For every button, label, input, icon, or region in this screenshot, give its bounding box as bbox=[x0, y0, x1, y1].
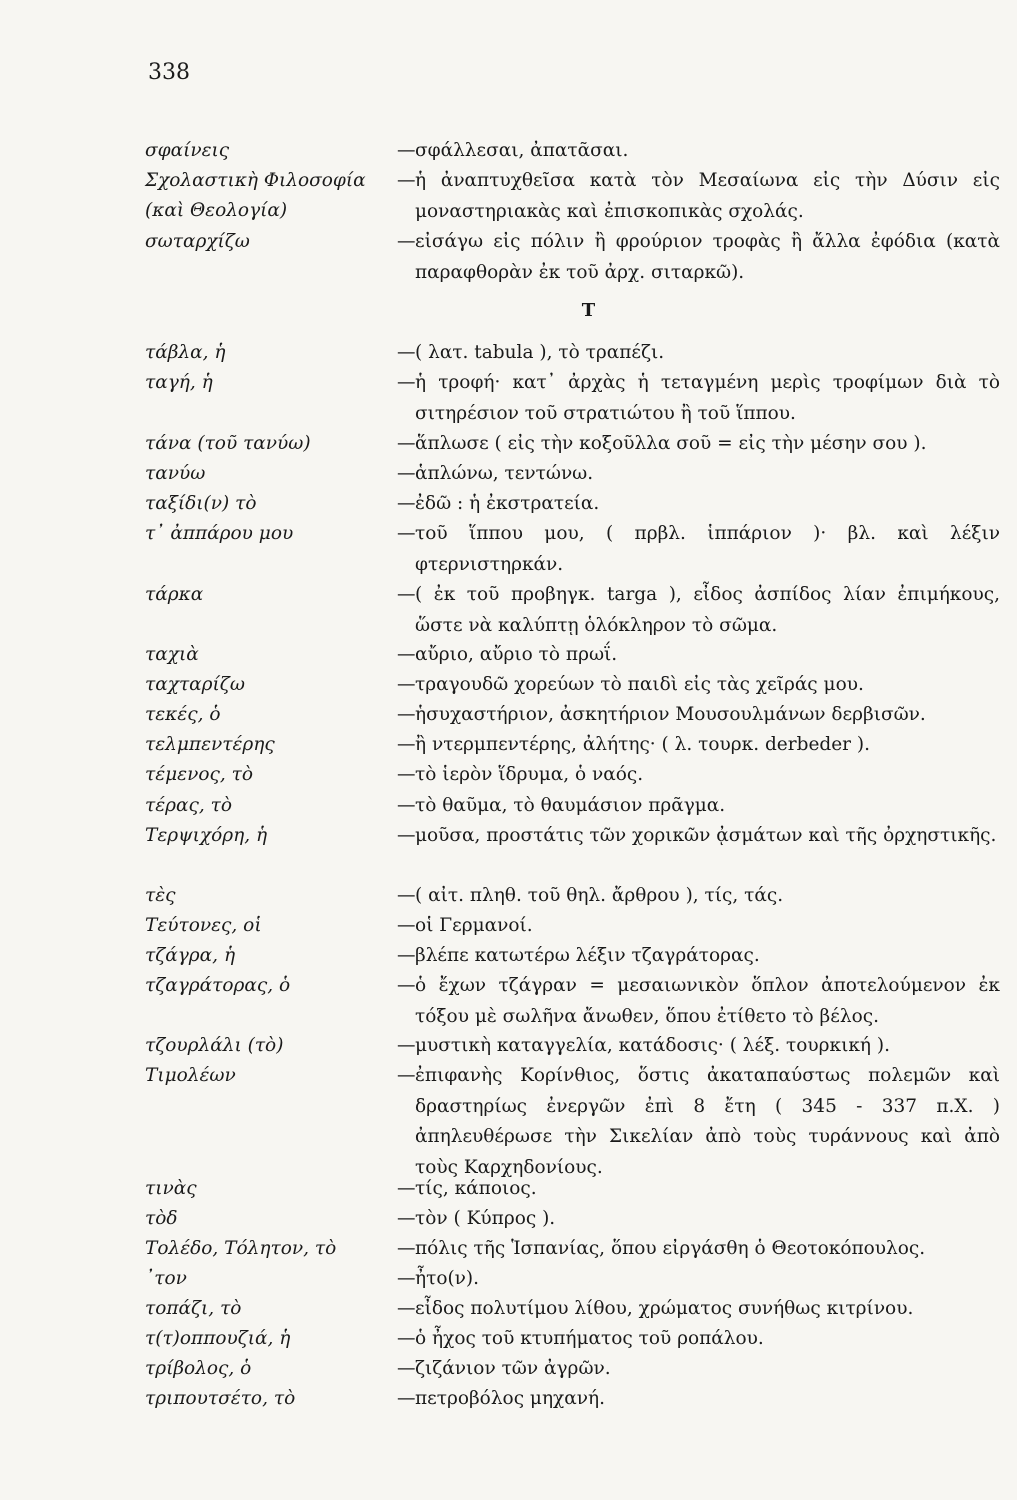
entry-dash: — bbox=[397, 372, 416, 393]
entry-definition: ἡ τροφή· κατ᾽ ἀρχὰς ἡ τεταγμένη μερὶς τροφίμων διὰ τὸ σιτηρέσιον τοῦ στρατιώτου ἢ τοῦ ἵππου. bbox=[415, 372, 1000, 424]
entry-definition: εἶδος πολυτίμου λίθου, χρώματος συνήθως κιτρίνου. bbox=[415, 1298, 914, 1319]
entry-dash: — bbox=[397, 1178, 416, 1199]
entry-dash: — bbox=[397, 885, 416, 906]
entry-term: Σχολαστικὴ Φιλοσοφία (καὶ Θεολογία) bbox=[145, 170, 366, 221]
entry-term: τάνα (τοῦ τανύω) bbox=[145, 433, 311, 454]
entry-term: τὲς bbox=[145, 885, 176, 906]
entry-dash: — bbox=[397, 463, 416, 484]
entry-term: τάβλα, ἡ bbox=[145, 342, 226, 363]
entry-term: τανύω bbox=[145, 463, 206, 484]
entry-term: Τερψιχόρη, ἡ bbox=[145, 825, 268, 846]
entry-term: Τολέδο, Τόλητον, τὸ bbox=[145, 1238, 337, 1259]
entry-term: τεκές, ὁ bbox=[145, 704, 221, 725]
entry-dash: — bbox=[397, 1358, 416, 1379]
entry-term: σωταρχίζω bbox=[145, 231, 250, 252]
entry-dash: — bbox=[397, 915, 416, 936]
entry-dash: — bbox=[397, 764, 416, 785]
entry-dash: — bbox=[397, 1328, 416, 1349]
entry-term: τρίβολος, ὁ bbox=[145, 1358, 252, 1379]
entry-definition: ἢ ντερμπεντέρης, ἀλήτης· ( λ. τουρκ. derbeder ). bbox=[415, 734, 871, 755]
entry-definition: ἐδῶ : ἡ ἐκστρατεία. bbox=[415, 493, 600, 514]
entry-dash: — bbox=[397, 945, 416, 966]
entry-term: τοπάζι, τὸ bbox=[145, 1298, 242, 1319]
entry-dash: — bbox=[397, 795, 416, 816]
entry-definition: ὁ ἦχος τοῦ κτυπήματος τοῦ ροπάλου. bbox=[415, 1328, 764, 1349]
entry-definition: πόλις τῆς Ἱσπανίας, ὅπου εἰργάσθη ὁ Θεοτοκόπουλος. bbox=[415, 1238, 926, 1259]
entry-definition: ( λατ. tabula ), τὸ τραπέζι. bbox=[415, 342, 665, 363]
entry-term: Τεύτονες, οἱ bbox=[145, 915, 262, 936]
entry-definition: τίς, κάποιος. bbox=[415, 1178, 537, 1199]
entry-dash: — bbox=[397, 170, 416, 191]
entry-term: τ(τ)οππουζιά, ἡ bbox=[145, 1328, 291, 1349]
entry-definition: βλέπε κατωτέρω λέξιν τζαγράτορας. bbox=[415, 945, 760, 966]
entry-definition: ἡ ἀναπτυχθεῖσα κατὰ τὸν Μεσαίωνα εἰς τὴν Δύσιν εἰς μοναστηριακὰς καὶ ἐπισκοπικὰς σχολάς. bbox=[415, 170, 1000, 222]
entry-definition: ἐπιφανὴς Κορίνθιος, ὅστις ἀκαταπαύστως πολεμῶν καὶ δραστηρίως ἐνεργῶν ἐπὶ 8 ἔτη ( 345 - 337 π.Χ. ) ἀπηλευθέρωσε τὴν Σικελίαν ἀπὸ τοὺς τυράννους καὶ ἀπὸ τοὺς Καρχηδονίους. bbox=[415, 1065, 1000, 1178]
entry-definition: ( ἐκ τοῦ προβηγκ. targa ), εἶδος ἀσπίδος λίαν ἐπιμήκους, ὥστε νὰ καλύπτῃ ὁλόκληρον τὸ σῶμα. bbox=[415, 584, 1000, 636]
entry-definition: τὸν ( Κύπρος ). bbox=[415, 1208, 556, 1229]
entry-term: τριπουτσέτο, τὸ bbox=[145, 1388, 296, 1409]
entry-dash: — bbox=[397, 1208, 416, 1229]
entry-dash: — bbox=[397, 1388, 416, 1409]
entry-definition: τραγουδῶ χορεύων τὸ παιδὶ εἰς τὰς χεῖράς μου. bbox=[415, 674, 864, 695]
entry-definition: ζιζάνιον τῶν ἀγρῶν. bbox=[415, 1358, 611, 1379]
entry-dash: — bbox=[397, 825, 416, 846]
entry-dash: — bbox=[397, 1268, 416, 1289]
entry-term: τὸδ bbox=[145, 1208, 178, 1229]
entry-term: ταχταρίζω bbox=[145, 674, 245, 695]
entry-term: ταξίδι(ν) τὸ bbox=[145, 493, 257, 514]
entry-dash: — bbox=[397, 704, 416, 725]
entry-definition: μυστικὴ καταγγελία, κατάδοσις· ( λέξ. τουρκική ). bbox=[415, 1035, 890, 1056]
entry-term: τζαγράτορας, ὁ bbox=[145, 975, 291, 996]
entry-definition: οἱ Γερμανοί. bbox=[415, 915, 533, 936]
entry-dash: — bbox=[397, 674, 416, 695]
entry-dash: — bbox=[397, 1065, 416, 1086]
entry-definition: πετροβόλος μηχανή. bbox=[415, 1388, 605, 1409]
entry-term: τινὰς bbox=[145, 1178, 197, 1199]
page-number: 338 bbox=[148, 60, 190, 85]
entry-dash: — bbox=[397, 342, 416, 363]
entry-definition: ἡσυχαστήριον, ἀσκητήριον Μουσουλμάνων δερβισῶν. bbox=[415, 704, 926, 725]
entry-definition: εἰσάγω εἰς πόλιν ἢ φρούριον τροφὰς ἢ ἄλλα ἐφόδια (κατὰ παραφθορὰν ἐκ τοῦ ἀρχ. σιταρκῶ). bbox=[415, 231, 1000, 283]
entry-term: τελμπεντέρης bbox=[145, 734, 275, 755]
entry-dash: — bbox=[397, 1238, 416, 1259]
entry-dash: — bbox=[397, 493, 416, 514]
entry-definition: μοῦσα, προστάτις τῶν χορικῶν ᾀσμάτων καὶ τῆς ὀρχηστικῆς. bbox=[415, 825, 997, 846]
entry-dash: — bbox=[397, 140, 416, 161]
entry-term: τ᾽ ἀππάρου μου bbox=[145, 523, 294, 544]
entry-dash: — bbox=[397, 644, 416, 665]
entry-term: Τιμολέων bbox=[145, 1065, 236, 1086]
entry-dash: — bbox=[397, 433, 416, 454]
entry-dash: — bbox=[397, 231, 416, 252]
entry-term: σφαίνεις bbox=[145, 140, 230, 161]
entry-term: τέρας, τὸ bbox=[145, 795, 233, 816]
entry-term: ᾽τον bbox=[145, 1268, 187, 1289]
entry-definition: ἅπλωσε ( εἰς τὴν κοξοῦλλα σοῦ = εἰς τὴν μέσην σου ). bbox=[415, 433, 927, 454]
entry-definition: ὁ ἔχων τζάγραν = μεσαιωνικὸν ὅπλον ἀποτελούμενον ἐκ τόξου μὲ σωλῆνα ἄνωθεν, ὅπου ἐτίθετο τὸ βέλος. bbox=[415, 975, 1000, 1027]
entry-term: ταχιὰ bbox=[145, 644, 199, 665]
entry-definition: ( αἰτ. πληθ. τοῦ θηλ. ἄρθρου ), τίς, τάς. bbox=[415, 885, 784, 906]
entry-definition: σφάλλεσαι, ἀπατᾶσαι. bbox=[415, 140, 629, 161]
entry-dash: — bbox=[397, 584, 416, 605]
entry-definition: αὔριο, αὔριο τὸ πρωΐ. bbox=[415, 644, 618, 665]
entry-term: τζάγρα, ἡ bbox=[145, 945, 236, 966]
entry-dash: — bbox=[397, 975, 416, 996]
entry-term: ταγή, ἡ bbox=[145, 372, 213, 393]
entry-term: τέμενος, τὸ bbox=[145, 764, 253, 785]
entry-dash: — bbox=[397, 1298, 416, 1319]
entry-term: τάρκα bbox=[145, 584, 204, 605]
entry-dash: — bbox=[397, 734, 416, 755]
entry-term: τζουρλάλι (τὸ) bbox=[145, 1035, 284, 1056]
entry-dash: — bbox=[397, 1035, 416, 1056]
entry-definition: τὸ ἱερὸν ἵδρυμα, ὁ ναός. bbox=[415, 764, 644, 785]
entry-dash: — bbox=[397, 523, 416, 544]
entry-definition: τοῦ ἵππου μου, ( πρβλ. ἱππάριον )· βλ. καὶ λέξιν φτερνιστηρκάν. bbox=[415, 523, 1000, 575]
section-letter: T bbox=[581, 300, 596, 321]
entry-definition: τὸ θαῦμα, τὸ θαυμάσιον πρᾶγμα. bbox=[415, 795, 726, 816]
entry-definition: ἦτο(ν). bbox=[415, 1268, 480, 1289]
entry-definition: ἁπλώνω, τεντώνω. bbox=[415, 463, 594, 484]
